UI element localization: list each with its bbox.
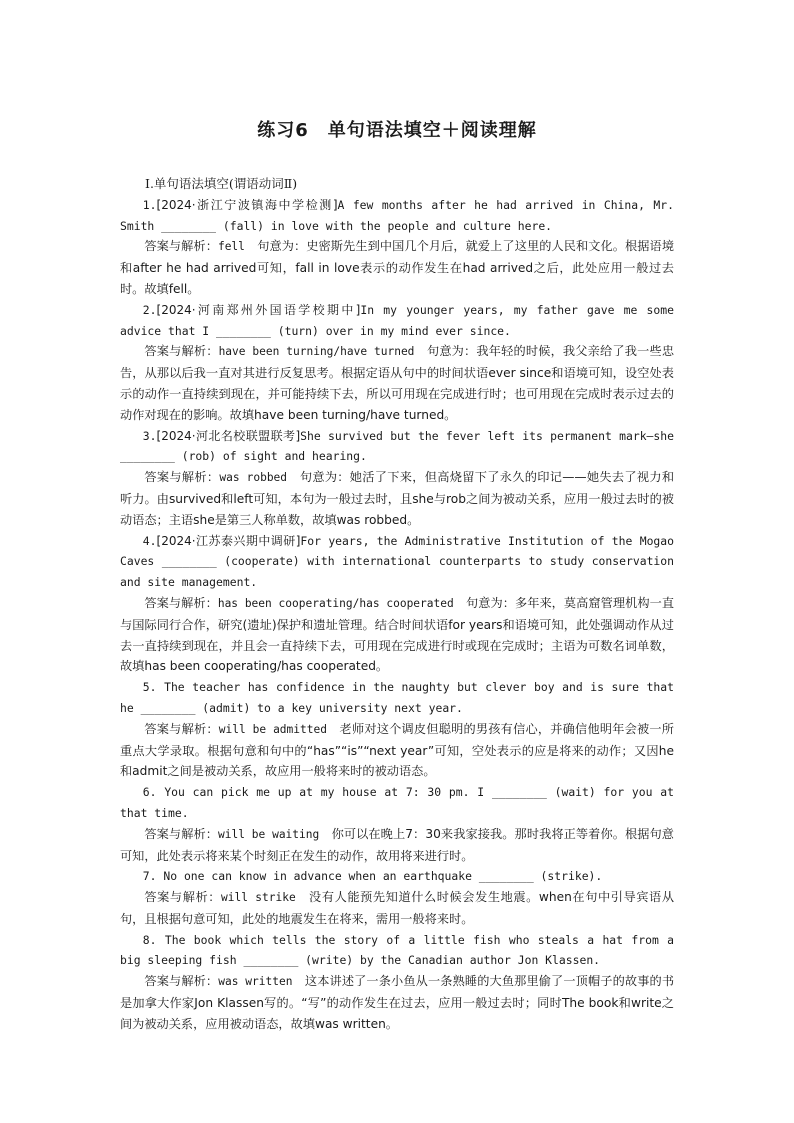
answer-key: will be waiting <box>218 827 320 841</box>
question-body: You can pick me up at my house at 7: 30 pm. I ________ (wait) for you at that time. <box>120 785 674 820</box>
answer-key: have been turning/have turned <box>218 345 415 359</box>
question-number: 5. <box>142 680 157 695</box>
question-body: A few months after he had arrived in China, Mr. Smith ________ (fall) in love with the people and culture here. <box>120 197 674 233</box>
explanation-text: 老师对这个调皮但聪明的男孩有信心，并确信他明年会被一所重点大学录取。根据句意和句中的“has”“is”“next year”可知，空处表示的应是将来的动作；又因he和admit之间是被动关系，故应用一般将来时的被动语态。 <box>120 721 674 779</box>
answer-key: has been cooperating/has cooperated <box>217 596 454 610</box>
answer-key: will strike <box>221 891 296 905</box>
answer-explanation <box>120 971 674 1034</box>
question-body: The book which tells the story of a little fish who steals a hat from a big sleeping fish ________ (write) by the Canadian author Jon Klassen. <box>120 932 674 968</box>
exercise-item-1 <box>120 195 674 300</box>
answer-key: was robbed <box>219 471 288 485</box>
question-number: 8. <box>142 932 157 947</box>
exercise-item-2 <box>120 300 674 426</box>
question-number: 1. <box>142 197 157 212</box>
exercise-item-6 <box>120 782 674 866</box>
exercise-item-7 <box>120 866 674 929</box>
answer-explanation <box>120 887 674 930</box>
answer-explanation <box>120 341 674 425</box>
answer-explanation <box>120 236 674 299</box>
exercise-item-8 <box>120 930 674 1035</box>
answer-label: 答案与解析： <box>144 826 219 841</box>
answer-explanation <box>120 593 674 677</box>
question-text <box>120 300 674 342</box>
question-source: [2024·浙江宁波镇海中学检测] <box>156 197 338 212</box>
answer-label: 答案与解析： <box>144 344 219 359</box>
page-title: 练习6 单句语法填空＋阅读理解 <box>257 120 537 141</box>
answer-label: 答案与解析： <box>144 239 218 254</box>
explanation-text: 句意为：她活了下来，但高烧留下了永久的印记——她失去了视力和听力。由survived和left可知，本句为一般过去时，且she与rob之间为被动关系，应用一般过去时的被动语态；主语she是第三人称单数，故填was robbed。 <box>120 470 675 527</box>
worksheet-page <box>120 118 674 1035</box>
answer-label: 答案与解析： <box>144 974 219 989</box>
question-number: 4. <box>142 533 157 548</box>
exercise-item-5 <box>120 677 674 782</box>
question-text <box>120 782 674 824</box>
question-text <box>120 195 674 237</box>
question-text <box>120 930 674 972</box>
question-body: In my younger years, my father gave me some advice that I ________ (turn) over in my mind ever since. <box>120 302 674 338</box>
question-number: 6. <box>142 785 157 800</box>
answer-label: 答案与解析： <box>144 721 219 736</box>
question-source: [2024·河南郑州外国语学校期中] <box>156 302 361 317</box>
question-body: No one can know in advance when an earthquake ________ (strike). <box>163 869 603 884</box>
section-heading: Ⅰ.单句语法填空(谓语动词Ⅱ) <box>145 176 298 191</box>
answer-label: 答案与解析： <box>144 595 218 610</box>
explanation-text: 这本讲述了一条小鱼从一条熟睡的大鱼那里偷了一顶帽子的故事的书是加拿大作家Jon Klassen写的。“写”的动作发生在过去，应用一般过去时；同时The book和write之间为被动关系，应用被动语态，故填was written。 <box>120 974 675 1031</box>
answer-explanation <box>120 824 674 867</box>
question-body: She survived but the fever left its permanent mark—she ________ (rob) of sight and hearing. <box>120 428 674 464</box>
answer-label: 答案与解析： <box>144 470 220 485</box>
answer-explanation <box>120 467 674 530</box>
answer-label: 答案与解析： <box>144 890 222 905</box>
exercise-list <box>120 195 674 1035</box>
question-body: For years, the Administrative Institution of the Mogao Caves ________ (cooperate) with international counterparts to study conservation and site management. <box>120 533 674 590</box>
exercise-item-4 <box>120 531 674 678</box>
question-number: 7. <box>142 869 157 884</box>
exercise-item-3 <box>120 426 674 531</box>
answer-key: fell <box>217 240 245 254</box>
question-source: [2024·江苏泰兴期中调研] <box>156 533 301 548</box>
answer-key: will be admitted <box>218 722 327 736</box>
answer-key: was written <box>218 975 293 989</box>
question-text <box>120 677 674 719</box>
question-text <box>120 531 674 593</box>
question-text <box>120 426 674 468</box>
question-source: [2024·河北名校联盟联考] <box>156 428 301 443</box>
question-text <box>120 866 674 887</box>
question-number: 2. <box>142 302 157 317</box>
explanation-text: 句意为：我年轻的时候，我父亲给了我一些忠告，从那以后我一直对其进行反复思考。根据定语从句中的时间状语ever since和语境可知，设空处表示的动作一直持续到现在，并可能持续下去，所以可用现在完成进行时；也可用现在完成时表示过去的动作对现在的影响。故填have been turning/have turned。 <box>120 344 675 422</box>
question-body: The teacher has confidence in the naughty but clever boy and is sure that he ________ (admit) to a key university next year. <box>120 680 674 715</box>
explanation-text: 你可以在晚上7：30来我家接我。那时我将正等着你。根据句意可知，此处表示将来某个时刻正在发生的动作，故用将来进行时。 <box>120 826 674 863</box>
explanation-text: 没有人能预先知道什么时候会发生地震。when在句中引导宾语从句，且根据句意可知，此处的地震发生在将来，需用一般将来时。 <box>120 890 675 926</box>
explanation-text: 句意为：史密斯先生到中国几个月后，就爱上了这里的人民和文化。根据语境和after he had arrived可知，fall in love表示的动作发生在had arrived之后，此处应用一般过去时。故填fell。 <box>120 239 675 296</box>
answer-explanation <box>120 719 674 782</box>
question-number: 3. <box>142 428 157 443</box>
explanation-text: 句意为：多年来，莫高窟管理机构一直与国际同行合作，研究(遗址)保护和遗址管理。结合时间状语for years和语境可知，此处强调动作从过去一直持续到现在，并且会一直持续下去，可用现在完成进行时或现在完成时；主语为可数名词单数，故填has been cooperating/has cooperated。 <box>120 595 675 674</box>
